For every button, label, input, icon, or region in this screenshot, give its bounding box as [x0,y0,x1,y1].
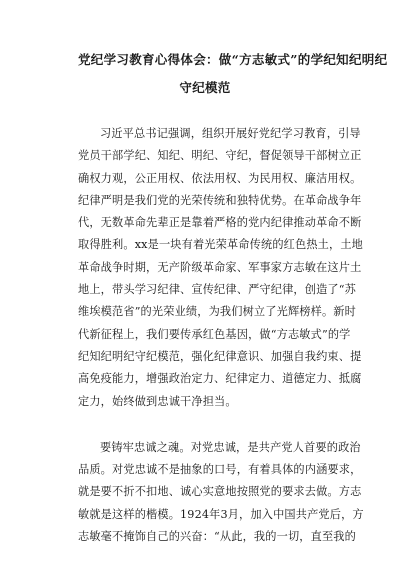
title-line: 守纪模范 [179,80,231,95]
paragraph-line: 习近平总书记强调，组织开展好党纪学习教育，引导 [100,127,361,140]
paragraph-line: 党员干部学纪、知纪、明纪、守纪，督促领导干部树立正 [78,149,362,163]
paragraph-line: 纪知纪明纪守纪模范，强化纪律意识、加强自我约束、提 [78,349,362,363]
paragraph-line: 取得胜利。xx是一块有着光荣革命传统的红色热土，土地 [78,238,364,252]
paragraph-line: 革命战争时期，无产阶级革命家、军事家方志敏在这片土 [78,260,362,274]
body-paragraph-1 [78,123,364,413]
paragraph-line: 代新征程上，我们要传承红色基因，做“方志敏式”的学 [78,327,351,341]
paragraph-line: 志敏毫不掩饰自己的兴奋：“从此，我的一切，直至我的 [78,530,356,544]
paragraph-line: 确权力观，公正用权、依法用权、为民用权、廉洁用权。 [78,171,362,185]
paragraph-line: 就是要不折不扣地、诚心实意地按照党的要求去做。方志 [78,485,362,499]
paragraph-line: 定力，始终做到忠诚干净担当。 [78,394,237,408]
body-paragraph-2 [78,437,364,548]
paragraph-line: 敏就是这样的楷模。1924年3月，加入中国共产党后，方 [78,507,364,521]
title-line: 党纪学习教育心得体会：做“方志敏式”的学纪知纪明纪 [78,52,388,67]
paragraph-line: 高免疫能力，增强政治定力、纪律定力、道德定力、抵腐 [78,372,362,386]
paragraph-line: 代，无数革命先辈正是靠着严格的党内纪律推动革命不断 [78,216,362,230]
paragraph-line: 要铸牢忠诚之魂。对党忠诚，是共产党人首要的政治 [100,440,361,454]
paragraph-line: 品质。对党忠诚不是抽象的口号，有着具体的内涵要求， [78,463,362,477]
paragraph-line: 纪律严明是我们党的光荣传统和独特优势。在革命战争年 [78,193,362,207]
document-title [78,46,388,102]
paragraph-line: 地上，带头学习纪律、宣传纪律、严守纪律，创造了“苏 [78,283,356,297]
paragraph-line: 维埃模范省”的光荣业绩，为我们树立了光辉榜样。新时 [78,305,356,319]
